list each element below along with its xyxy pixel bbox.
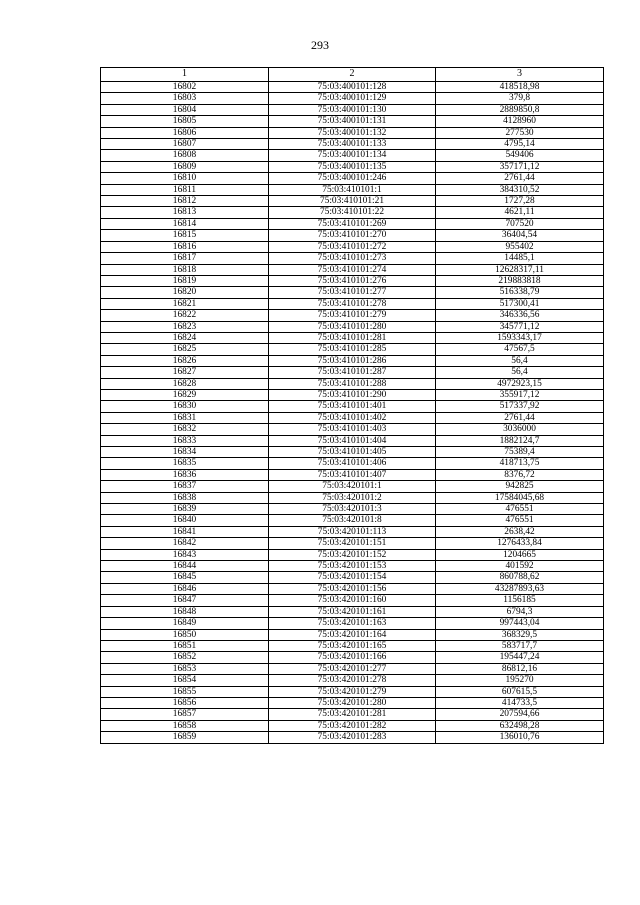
- table-row: [101, 116, 604, 127]
- cadastral-number-cell: 75:03:420101:161: [269, 606, 436, 617]
- row-number-cell: 16849: [101, 618, 269, 629]
- column-header-3: 3: [436, 68, 604, 82]
- cadastral-number-cell: 75:03:410101:406: [269, 458, 436, 469]
- value-cell: 8376,72: [436, 469, 604, 480]
- cadastral-number-cell: 75:03:400101:133: [269, 139, 436, 150]
- table-row: [101, 572, 604, 583]
- value-cell: 36404,54: [436, 230, 604, 241]
- row-number-cell: 16832: [101, 424, 269, 435]
- value-cell: 4621,11: [436, 207, 604, 218]
- table-row: [101, 321, 604, 332]
- cadastral-number-cell: 75:03:410101:288: [269, 378, 436, 389]
- row-number-cell: 16852: [101, 652, 269, 663]
- value-cell: 346336,56: [436, 310, 604, 321]
- cadastral-number-cell: 75:03:410101:290: [269, 389, 436, 400]
- value-cell: 476551: [436, 515, 604, 526]
- row-number-cell: 16808: [101, 150, 269, 161]
- value-cell: 4128960: [436, 116, 604, 127]
- value-cell: 2761,44: [436, 173, 604, 184]
- value-cell: 2761,44: [436, 412, 604, 423]
- table-row: [101, 389, 604, 400]
- row-number-cell: 16809: [101, 161, 269, 172]
- value-cell: 418518,98: [436, 82, 604, 93]
- table-row: [101, 207, 604, 218]
- row-number-cell: 16817: [101, 253, 269, 264]
- value-cell: 955402: [436, 241, 604, 252]
- table-row: [101, 663, 604, 674]
- row-number-cell: 16826: [101, 355, 269, 366]
- cadastral-number-cell: 75:03:410101:269: [269, 218, 436, 229]
- cadastral-number-cell: 75:03:420101:166: [269, 652, 436, 663]
- row-number-cell: 16855: [101, 686, 269, 697]
- cadastral-number-cell: 75:03:410101:407: [269, 469, 436, 480]
- table-row: [101, 230, 604, 241]
- value-cell: 357171,12: [436, 161, 604, 172]
- cadastral-number-cell: 75:03:420101:3: [269, 504, 436, 515]
- value-cell: 942825: [436, 481, 604, 492]
- cadastral-number-cell: 75:03:400101:128: [269, 82, 436, 93]
- cadastral-number-cell: 75:03:400101:132: [269, 127, 436, 138]
- table-row: [101, 298, 604, 309]
- table-row: [101, 332, 604, 343]
- row-number-cell: 16858: [101, 720, 269, 731]
- value-cell: 1204665: [436, 549, 604, 560]
- cadastral-number-cell: 75:03:400101:246: [269, 173, 436, 184]
- value-cell: 517300,41: [436, 298, 604, 309]
- table-row: [101, 218, 604, 229]
- cadastral-number-cell: 75:03:420101:164: [269, 629, 436, 640]
- row-number-cell: 16841: [101, 526, 269, 537]
- cadastral-number-cell: 75:03:420101:165: [269, 640, 436, 651]
- table-row: [101, 127, 604, 138]
- cadastral-number-cell: 75:03:420101:281: [269, 709, 436, 720]
- value-cell: 707520: [436, 218, 604, 229]
- cadastral-number-cell: 75:03:410101:285: [269, 344, 436, 355]
- table-row: [101, 492, 604, 503]
- table-row: [101, 355, 604, 366]
- table-row: [101, 173, 604, 184]
- table-row: [101, 161, 604, 172]
- cadastral-number-cell: 75:03:400101:129: [269, 93, 436, 104]
- cadastral-number-cell: 75:03:420101:283: [269, 732, 436, 743]
- cadastral-number-cell: 75:03:420101:279: [269, 686, 436, 697]
- value-cell: 632498,28: [436, 720, 604, 731]
- cadastral-number-cell: 75:03:420101:153: [269, 561, 436, 572]
- cadastral-number-cell: 75:03:410101:281: [269, 332, 436, 343]
- row-number-cell: 16838: [101, 492, 269, 503]
- row-number-cell: 16843: [101, 549, 269, 560]
- table-row: [101, 606, 604, 617]
- row-number-cell: 16814: [101, 218, 269, 229]
- table-row: [101, 104, 604, 115]
- value-cell: 17584045,68: [436, 492, 604, 503]
- row-number-cell: 16810: [101, 173, 269, 184]
- row-number-cell: 16830: [101, 401, 269, 412]
- cadastral-number-cell: 75:03:420101:282: [269, 720, 436, 731]
- table-row: [101, 504, 604, 515]
- row-number-cell: 16854: [101, 675, 269, 686]
- row-number-cell: 16856: [101, 697, 269, 708]
- value-cell: 86812,16: [436, 663, 604, 674]
- value-cell: 1156185: [436, 595, 604, 606]
- table-row: [101, 287, 604, 298]
- row-number-cell: 16812: [101, 196, 269, 207]
- row-number-cell: 16822: [101, 310, 269, 321]
- value-cell: 516338,79: [436, 287, 604, 298]
- cadastral-number-cell: 75:03:420101:113: [269, 526, 436, 537]
- table-row: [101, 732, 604, 743]
- value-cell: 2638,42: [436, 526, 604, 537]
- row-number-cell: 16813: [101, 207, 269, 218]
- value-cell: 401592: [436, 561, 604, 572]
- table-row: [101, 458, 604, 469]
- row-number-cell: 16848: [101, 606, 269, 617]
- value-cell: 414733,5: [436, 697, 604, 708]
- column-header-1: 1: [101, 68, 269, 82]
- cadastral-number-cell: 75:03:410101:405: [269, 447, 436, 458]
- row-number-cell: 16811: [101, 184, 269, 195]
- value-cell: 219883818: [436, 275, 604, 286]
- table-row: [101, 367, 604, 378]
- table-row: [101, 629, 604, 640]
- row-number-cell: 16825: [101, 344, 269, 355]
- value-cell: 607615,5: [436, 686, 604, 697]
- table-row: [101, 686, 604, 697]
- row-number-cell: 16807: [101, 139, 269, 150]
- value-cell: 56,4: [436, 367, 604, 378]
- column-header-2: 2: [269, 68, 436, 82]
- value-cell: 583717,7: [436, 640, 604, 651]
- cadastral-number-cell: 75:03:420101:8: [269, 515, 436, 526]
- table-header-row: [101, 68, 604, 82]
- cadastral-number-cell: 75:03:410101:276: [269, 275, 436, 286]
- value-cell: 6794,3: [436, 606, 604, 617]
- value-cell: 207594,66: [436, 709, 604, 720]
- row-number-cell: 16831: [101, 412, 269, 423]
- row-number-cell: 16815: [101, 230, 269, 241]
- value-cell: 418713,75: [436, 458, 604, 469]
- cadastral-number-cell: 75:03:420101:277: [269, 663, 436, 674]
- cadastral-number-cell: 75:03:420101:156: [269, 583, 436, 594]
- cadastral-number-cell: 75:03:410101:22: [269, 207, 436, 218]
- value-cell: 549406: [436, 150, 604, 161]
- row-number-cell: 16851: [101, 640, 269, 651]
- cadastral-table: [100, 67, 604, 744]
- cadastral-number-cell: 75:03:410101:21: [269, 196, 436, 207]
- cadastral-number-cell: 75:03:410101:280: [269, 321, 436, 332]
- row-number-cell: 16837: [101, 481, 269, 492]
- row-number-cell: 16840: [101, 515, 269, 526]
- page-number: 293: [311, 38, 329, 52]
- value-cell: 345771,12: [436, 321, 604, 332]
- row-number-cell: 16844: [101, 561, 269, 572]
- value-cell: 56,4: [436, 355, 604, 366]
- row-number-cell: 16803: [101, 93, 269, 104]
- value-cell: 3036000: [436, 424, 604, 435]
- row-number-cell: 16853: [101, 663, 269, 674]
- table-row: [101, 412, 604, 423]
- table-row: [101, 275, 604, 286]
- table-row: [101, 640, 604, 651]
- table-row: [101, 401, 604, 412]
- row-number-cell: 16857: [101, 709, 269, 720]
- table-row: [101, 424, 604, 435]
- cadastral-number-cell: 75:03:400101:131: [269, 116, 436, 127]
- cadastral-number-cell: 75:03:400101:134: [269, 150, 436, 161]
- table-row: [101, 82, 604, 93]
- value-cell: 2889850,8: [436, 104, 604, 115]
- table-row: [101, 652, 604, 663]
- cadastral-number-cell: 75:03:410101:1: [269, 184, 436, 195]
- table-row: [101, 310, 604, 321]
- table-row: [101, 447, 604, 458]
- row-number-cell: 16802: [101, 82, 269, 93]
- value-cell: 1276433,84: [436, 538, 604, 549]
- row-number-cell: 16804: [101, 104, 269, 115]
- table-body: [101, 82, 604, 744]
- row-number-cell: 16823: [101, 321, 269, 332]
- row-number-cell: 16847: [101, 595, 269, 606]
- table-row: [101, 481, 604, 492]
- table-row: [101, 618, 604, 629]
- row-number-cell: 16816: [101, 241, 269, 252]
- value-cell: 136010,76: [436, 732, 604, 743]
- cadastral-number-cell: 75:03:410101:401: [269, 401, 436, 412]
- row-number-cell: 16846: [101, 583, 269, 594]
- cadastral-number-cell: 75:03:410101:279: [269, 310, 436, 321]
- row-number-cell: 16835: [101, 458, 269, 469]
- value-cell: 368329,5: [436, 629, 604, 640]
- table-row: [101, 139, 604, 150]
- row-number-cell: 16829: [101, 389, 269, 400]
- row-number-cell: 16834: [101, 447, 269, 458]
- table-row: [101, 196, 604, 207]
- row-number-cell: 16828: [101, 378, 269, 389]
- table-row: [101, 344, 604, 355]
- value-cell: 1882124,7: [436, 435, 604, 446]
- value-cell: 14485,1: [436, 253, 604, 264]
- cadastral-number-cell: 75:03:400101:130: [269, 104, 436, 115]
- value-cell: 1727,28: [436, 196, 604, 207]
- table-row: [101, 264, 604, 275]
- cadastral-number-cell: 75:03:410101:404: [269, 435, 436, 446]
- cadastral-number-cell: 75:03:420101:163: [269, 618, 436, 629]
- value-cell: 860788,62: [436, 572, 604, 583]
- table-row: [101, 561, 604, 572]
- row-number-cell: 16824: [101, 332, 269, 343]
- table-row: [101, 515, 604, 526]
- cadastral-number-cell: 75:03:410101:274: [269, 264, 436, 275]
- cadastral-number-cell: 75:03:420101:278: [269, 675, 436, 686]
- cadastral-number-cell: 75:03:420101:2: [269, 492, 436, 503]
- table-row: [101, 709, 604, 720]
- cadastral-number-cell: 75:03:420101:152: [269, 549, 436, 560]
- table-row: [101, 378, 604, 389]
- table-row: [101, 595, 604, 606]
- row-number-cell: 16821: [101, 298, 269, 309]
- value-cell: 43287893,63: [436, 583, 604, 594]
- row-number-cell: 16805: [101, 116, 269, 127]
- row-number-cell: 16833: [101, 435, 269, 446]
- value-cell: 384310,52: [436, 184, 604, 195]
- table-row: [101, 583, 604, 594]
- cadastral-number-cell: 75:03:410101:402: [269, 412, 436, 423]
- value-cell: 195447,24: [436, 652, 604, 663]
- cadastral-number-cell: 75:03:420101:280: [269, 697, 436, 708]
- row-number-cell: 16842: [101, 538, 269, 549]
- value-cell: 47567,5: [436, 344, 604, 355]
- cadastral-number-cell: 75:03:410101:270: [269, 230, 436, 241]
- cadastral-number-cell: 75:03:420101:1: [269, 481, 436, 492]
- cadastral-number-cell: 75:03:410101:287: [269, 367, 436, 378]
- value-cell: 277530: [436, 127, 604, 138]
- table-row: [101, 184, 604, 195]
- table-row: [101, 93, 604, 104]
- value-cell: 75389,4: [436, 447, 604, 458]
- value-cell: 379,8: [436, 93, 604, 104]
- row-number-cell: 16850: [101, 629, 269, 640]
- value-cell: 476551: [436, 504, 604, 515]
- row-number-cell: 16820: [101, 287, 269, 298]
- cadastral-number-cell: 75:03:420101:151: [269, 538, 436, 549]
- row-number-cell: 16836: [101, 469, 269, 480]
- cadastral-number-cell: 75:03:410101:272: [269, 241, 436, 252]
- table-row: [101, 241, 604, 252]
- table-row: [101, 697, 604, 708]
- table-row: [101, 720, 604, 731]
- cadastral-number-cell: 75:03:410101:403: [269, 424, 436, 435]
- table-row: [101, 469, 604, 480]
- value-cell: 1593343,17: [436, 332, 604, 343]
- cadastral-number-cell: 75:03:410101:277: [269, 287, 436, 298]
- table-row: [101, 435, 604, 446]
- value-cell: 355917,12: [436, 389, 604, 400]
- row-number-cell: 16859: [101, 732, 269, 743]
- value-cell: 997443,04: [436, 618, 604, 629]
- value-cell: 12628317,11: [436, 264, 604, 275]
- row-number-cell: 16806: [101, 127, 269, 138]
- row-number-cell: 16819: [101, 275, 269, 286]
- table-row: [101, 675, 604, 686]
- row-number-cell: 16845: [101, 572, 269, 583]
- table-row: [101, 549, 604, 560]
- row-number-cell: 16827: [101, 367, 269, 378]
- table-row: [101, 253, 604, 264]
- cadastral-number-cell: 75:03:420101:160: [269, 595, 436, 606]
- value-cell: 4795,14: [436, 139, 604, 150]
- table-row: [101, 150, 604, 161]
- row-number-cell: 16818: [101, 264, 269, 275]
- cadastral-number-cell: 75:03:410101:278: [269, 298, 436, 309]
- cadastral-number-cell: 75:03:410101:273: [269, 253, 436, 264]
- table-row: [101, 538, 604, 549]
- row-number-cell: 16839: [101, 504, 269, 515]
- value-cell: 517337,92: [436, 401, 604, 412]
- cadastral-number-cell: 75:03:420101:154: [269, 572, 436, 583]
- value-cell: 195270: [436, 675, 604, 686]
- cadastral-number-cell: 75:03:400101:135: [269, 161, 436, 172]
- value-cell: 4972923,15: [436, 378, 604, 389]
- cadastral-number-cell: 75:03:410101:286: [269, 355, 436, 366]
- table-row: [101, 526, 604, 537]
